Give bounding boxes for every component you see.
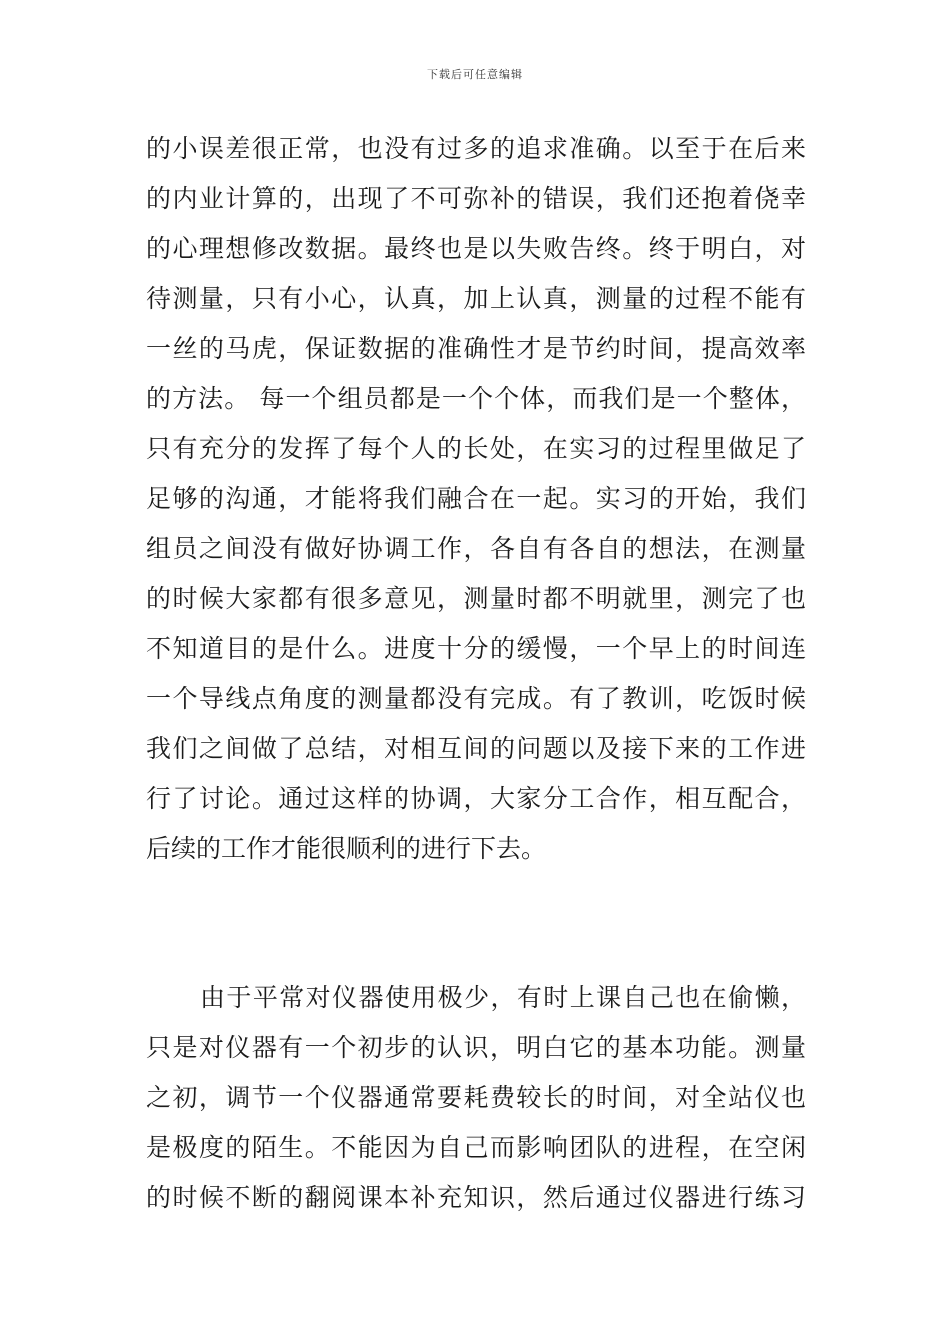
text-line: 一个导线点角度的测量都没有完成。有了教训，吃饭时候 (146, 684, 806, 713)
text-line: 足够的沟通，才能将我们融合在一起。实习的开始，我们 (146, 484, 806, 513)
text-line: 组员之间没有做好协调工作，各自有各自的想法，在测量 (146, 534, 806, 563)
text-line: 的小误差很正常，也没有过多的追求准确。以至于在后来 (146, 134, 806, 163)
text-line: 的方法。 每一个组员都是一个个体，而我们是一个整体， (146, 384, 806, 413)
page-header: 下载后可任意编辑 (427, 68, 523, 81)
text-line: 我们之间做了总结，对相互间的问题以及接下来的工作进 (146, 734, 806, 763)
text-line: 的时候大家都有很多意见，测量时都不明就里，测完了也 (146, 584, 806, 613)
text-line: 是极度的陌生。不能因为自己而影响团队的进程，在空闲 (146, 1133, 806, 1162)
text-line: 由于平常对仪器使用极少，有时上课自己也在偷懒， (200, 983, 806, 1012)
text-line: 的时候不断的翻阅课本补充知识，然后通过仪器进行练习 (146, 1183, 806, 1212)
text-line: 行了讨论。通过这样的协调，大家分工合作，相互配合， (146, 784, 806, 813)
text-line: 之初，调节一个仪器通常要耗费较长的时间，对全站仪也 (146, 1083, 806, 1112)
text-line: 的内业计算的，出现了不可弥补的错误，我们还抱着侥幸 (146, 184, 806, 213)
text-line: 只有充分的发挥了每个人的长处，在实习的过程里做足了 (146, 434, 806, 463)
text-line: 的心理想修改数据。最终也是以失败告终。终于明白，对 (146, 234, 806, 263)
text-line: 只是对仪器有一个初步的认识，明白它的基本功能。测量 (146, 1033, 806, 1062)
text-line: 不知道目的是什么。进度十分的缓慢，一个早上的时间连 (146, 634, 806, 663)
text-line: 待测量，只有小心，认真，加上认真，测量的过程不能有 (146, 284, 806, 313)
text-line: 后续的工作才能很顺利的进行下去。 (146, 834, 547, 863)
text-line: 一丝的马虎，保证数据的准确性才是节约时间，提高效率 (146, 334, 806, 363)
